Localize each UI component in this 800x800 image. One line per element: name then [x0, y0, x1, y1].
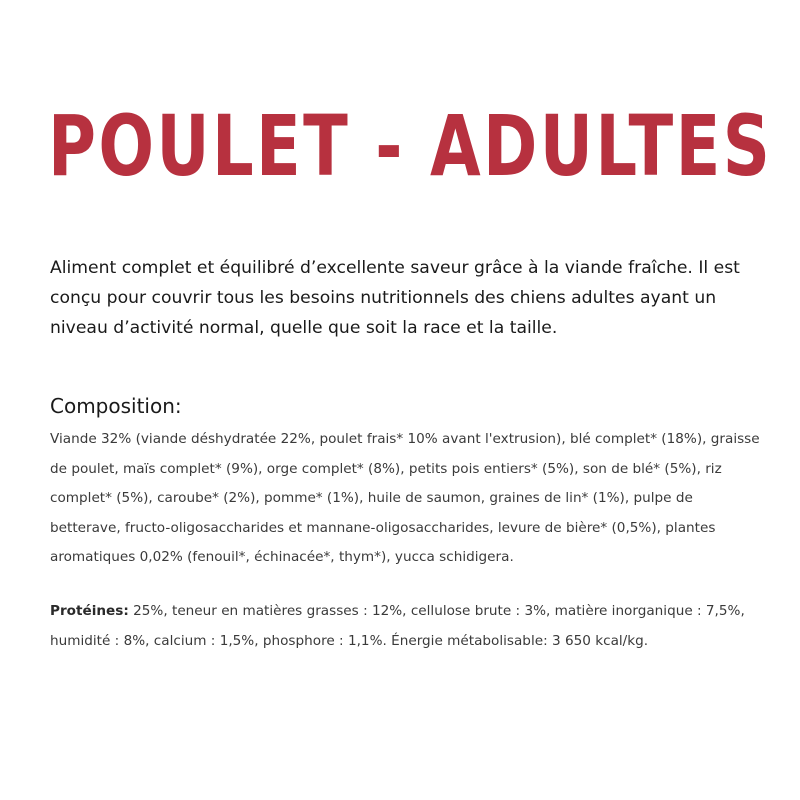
composition-text: Viande 32% (viande déshydratée 22%, poulet frais* 10% avant l'extrusion), blé complet* (18%), graisse de poulet, maïs complet* (9%), orge complet* (8%), petits pois entiers* (5%), son de blé* (5%), riz complet* (5%), caroube* (2%), pomme* (1%), huile de saumon, graines de lin* (1%), pulpe de betterave, fructo-oligosaccharides et mannane-oligosaccharides, levure de bière* (0,5%), plantes aromatiques 0,02% (fenouil*, échinacée*, thym*), yucca schidigera. — [50, 431, 760, 565]
page-title: POULET - ADULTES — [48, 97, 773, 195]
analytical-constituents-text: 25%, teneur en matières grasses : 12%, cellulose brute : 3%, matière inorganique : 7,5%, humidité : 8%, calcium : 1,5%, phosphore : 1,1%. Énergie métabolisable: 3 650 kcal/kg. — [50, 603, 745, 649]
analytical-constituents — [50, 597, 762, 656]
product-description: Aliment complet et équilibré d’excellente saveur grâce à la viande fraîche. Il est conçu pour couvrir tous les besoins nutritionnels des chiens adultes ayant un niveau d’activité normal, quelle que soit la race et la taille. — [50, 258, 740, 338]
proteins-label: Protéines: — [50, 603, 129, 619]
composition-heading: Composition: — [50, 394, 182, 418]
